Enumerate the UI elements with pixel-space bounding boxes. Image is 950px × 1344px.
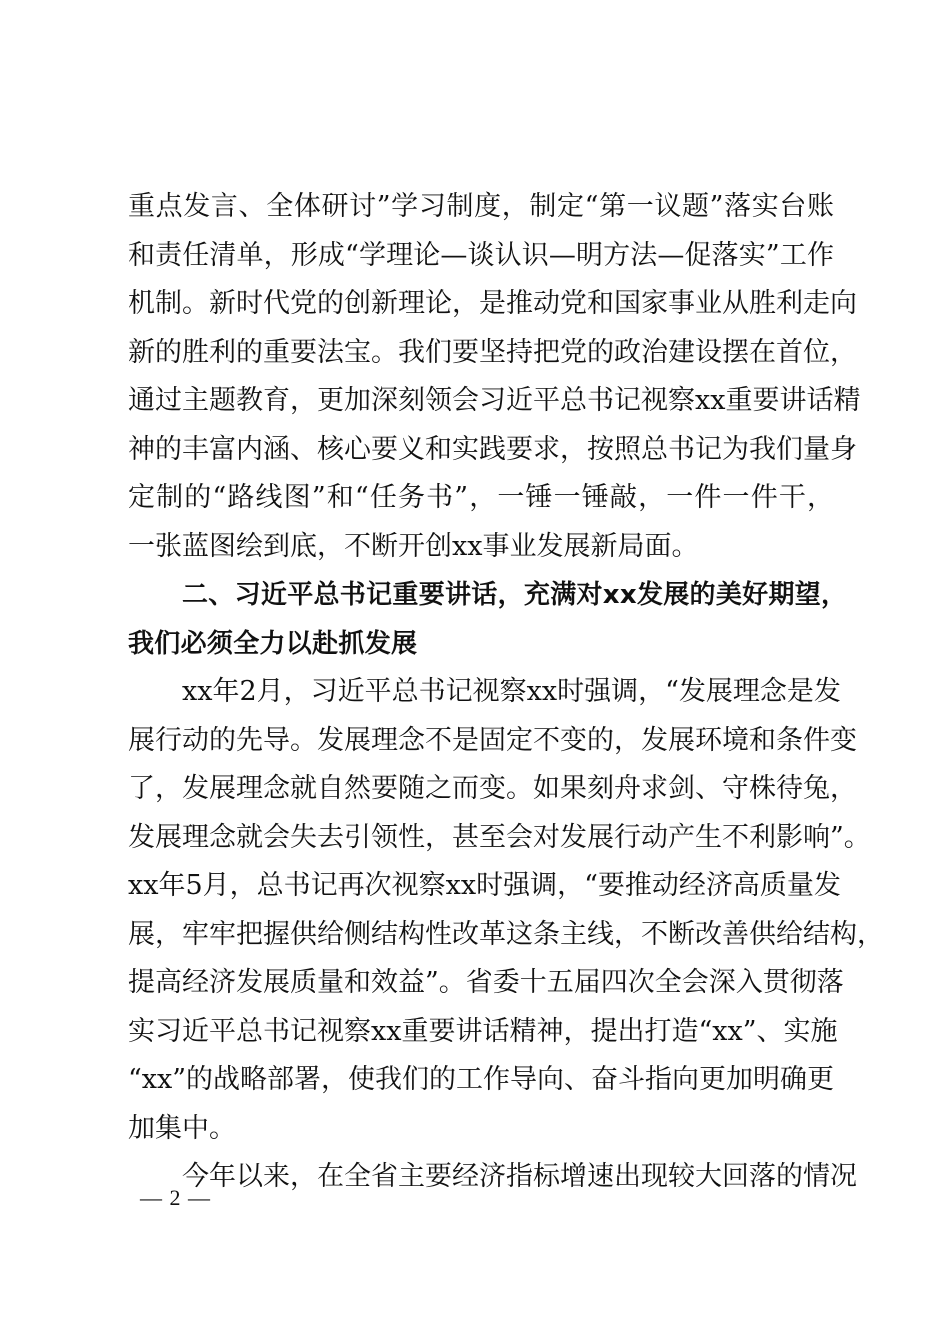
text-line: 发展理念就会失去引领性，甚至会对发展行动产生不利影响”。 xyxy=(128,821,871,853)
text-line: 了，发展理念就自然要随之而变。如果刻舟求剑、守株待兔， xyxy=(128,773,857,804)
text-line: xx年2月，习近平总书记视察xx时强调，“发展理念是发 xyxy=(182,676,841,707)
heading-line: 我们必须全力以赴抓发展 xyxy=(128,628,418,659)
text-line: 展，牢牢把握供给侧结构性改革这条主线，不断改善供给结构， xyxy=(128,918,884,950)
document-body xyxy=(128,183,884,1202)
heading-line: 二、习近平总书记重要讲话，充满对xx发展的美好期望， xyxy=(182,580,848,610)
text-line: 机制。新时代党的创新理论，是推动党和国家事业从胜利走向 xyxy=(128,288,857,319)
text-line: 展行动的先导。发展理念不是固定不变的，发展环境和条件变 xyxy=(128,724,857,756)
text-line: 提高经济发展质量和效益”。省委十五届四次全会深入贯彻落 xyxy=(128,967,844,998)
page-number: — 2 — xyxy=(140,1185,211,1210)
text-line: 新的胜利的重要法宝。我们要坚持把党的政治建设摆在首位， xyxy=(128,336,857,368)
text-line: xx年5月，总书记再次视察xx时强调，“要推动经济高质量发 xyxy=(128,870,841,901)
paragraph-1 xyxy=(128,183,861,571)
text-line: 实习近平总书记视察xx重要讲话精神，提出打造“xx”、实施 xyxy=(128,1015,838,1047)
text-line: 今年以来，在全省主要经济指标增速出现较大回落的情况 xyxy=(182,1161,857,1192)
text-line: 一张蓝图绘到底，不断开创xx事业发展新局面。 xyxy=(128,530,699,562)
text-line: “xx”的战略部署，使我们的工作导向、奋斗指向更加明确更 xyxy=(128,1064,835,1095)
text-line: 加集中。 xyxy=(128,1112,236,1144)
section-heading xyxy=(128,571,848,668)
text-line: 和责任清单，形成“学理论—谈认识—明方法—促落实”工作 xyxy=(128,239,834,271)
paragraph-3 xyxy=(128,1153,857,1202)
text-line: 通过主题教育，更加深刻领会习近平总书记视察xx重要讲话精 xyxy=(128,385,861,416)
text-line: 神的丰富内涵、核心要义和实践要求，按照总书记为我们量身 xyxy=(128,433,857,465)
text-line: 定制的“路线图”和“任务书”，一锤一锤敲，一件一件干， xyxy=(128,482,834,513)
text-line: 重点发言、全体研讨”学习制度，制定“第一议题”落实台账 xyxy=(128,191,834,222)
paragraph-2 xyxy=(128,668,884,1153)
